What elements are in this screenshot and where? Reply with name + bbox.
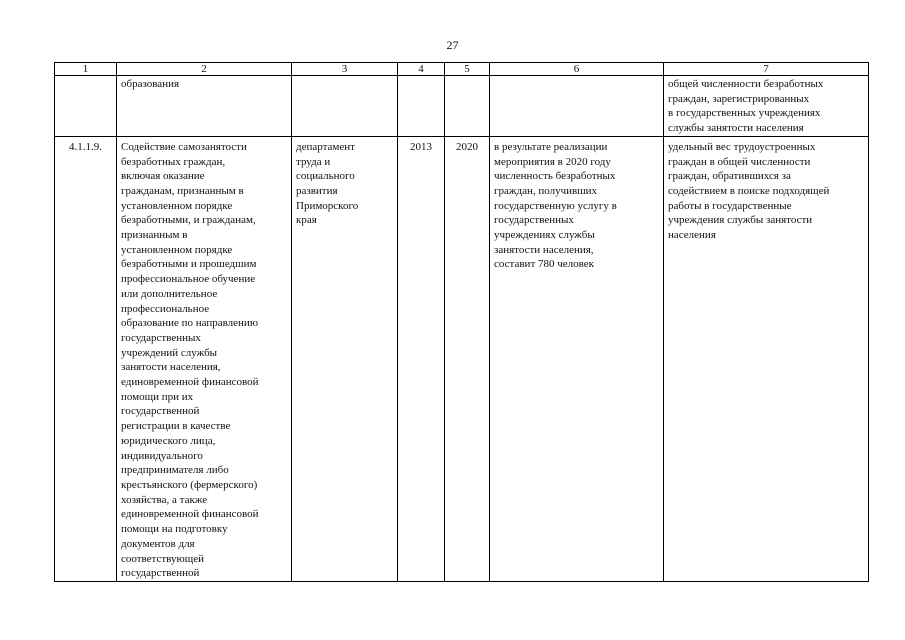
item-start-year: 2013 — [398, 136, 445, 581]
text-line: помощи на подготовку — [121, 523, 228, 536]
table-cell — [398, 76, 445, 137]
column-header: 7 — [664, 63, 869, 76]
text-line: юридического лица, — [121, 434, 216, 447]
text-line: учреждения службы занятости — [668, 214, 813, 227]
text-line: службы занятости населения — [668, 122, 804, 135]
text-line: государственную услугу в — [494, 199, 617, 212]
text-line: учреждений службы — [121, 346, 218, 359]
item-number: 4.1.1.9. — [55, 136, 117, 581]
table-cell: образования — [117, 76, 292, 137]
text-line: государственных — [494, 214, 574, 227]
table-cell — [445, 76, 490, 137]
table-row — [55, 76, 869, 137]
text-line: безработными и прошедшим — [121, 258, 257, 271]
text-line: населения — [668, 229, 716, 242]
table-cell — [292, 76, 398, 137]
text-line: единовременной финансовой — [121, 376, 259, 389]
column-header: 1 — [55, 63, 117, 76]
text-line: документов для — [121, 537, 195, 550]
text-line: граждан, обратившихся за — [668, 170, 791, 183]
text-line: признанным в — [121, 229, 188, 242]
column-header: 6 — [490, 63, 664, 76]
text-line: включая оказание — [121, 170, 205, 183]
text-line: департамент — [296, 140, 355, 153]
text-line: общей численности безработных — [668, 78, 824, 90]
text-line: государственной — [121, 405, 200, 418]
text-line: занятости населения, — [494, 243, 594, 256]
text-line: содействием в поиске подходящей — [668, 184, 830, 197]
program-table — [54, 62, 869, 582]
text-line: работы в государственные — [668, 199, 792, 212]
text-line: труда и — [296, 155, 331, 168]
item-result — [490, 136, 664, 581]
text-line: регистрации в качестве — [121, 420, 231, 433]
text-line: края — [296, 214, 317, 227]
text-line: учреждениях службы — [494, 229, 595, 242]
text-line: установленном порядке — [121, 243, 233, 256]
text-line: в результате реализации — [494, 140, 608, 153]
text-line: безработных граждан, — [121, 155, 226, 168]
text-line: единовременной финансовой — [121, 508, 259, 521]
text-line: образование по направлению — [121, 317, 259, 330]
text-line: крестьянского (фермерского) — [121, 478, 258, 491]
text-line: составит 780 человек — [494, 258, 595, 271]
text-line: граждан, получивших — [494, 184, 598, 197]
column-header-row — [55, 63, 869, 76]
item-end-year: 2020 — [445, 136, 490, 581]
table-cell — [55, 76, 117, 137]
text-line: установленном порядке — [121, 199, 233, 212]
text-line: развития — [296, 184, 338, 197]
text-line: или дополнительное — [121, 287, 218, 300]
text-line: профессиональное — [121, 302, 210, 315]
text-line: индивидуального — [121, 449, 203, 462]
item-name — [117, 136, 292, 581]
text-line: в государственных учреждениях — [668, 107, 821, 120]
text-line: Приморского — [296, 199, 359, 212]
table-cell — [490, 76, 664, 137]
text-line: предпринимателя либо — [121, 464, 229, 477]
text-line: хозяйства, а также — [121, 493, 208, 506]
table-row — [55, 136, 869, 581]
column-header: 2 — [117, 63, 292, 76]
table-cell — [664, 76, 869, 137]
text-line: гражданам, признанным в — [121, 184, 244, 197]
text-line: граждан в общей численности — [668, 155, 811, 168]
text-line: граждан, зарегистрированных — [668, 92, 810, 105]
text-line: занятости населения, — [121, 361, 221, 374]
item-indicator — [664, 136, 869, 581]
text-line: государственной — [121, 567, 200, 580]
text-line: профессиональное обучение — [121, 273, 256, 286]
text-line: Содействие самозанятости — [121, 140, 247, 153]
item-executor — [292, 136, 398, 581]
text-line: социального — [296, 170, 355, 183]
text-line: численность безработных — [494, 170, 616, 183]
text-line: безработными, и гражданам, — [121, 214, 256, 227]
column-header: 3 — [292, 63, 398, 76]
text-line: мероприятия в 2020 году — [494, 155, 611, 168]
text-line: удельный вес трудоустроенных — [668, 140, 816, 153]
page-number: 27 — [446, 38, 459, 52]
text-line: помощи при их — [121, 390, 194, 403]
column-header: 4 — [398, 63, 445, 76]
column-header: 5 — [445, 63, 490, 76]
text-line: государственных — [121, 331, 201, 344]
text-line: соответствующей — [121, 552, 204, 565]
